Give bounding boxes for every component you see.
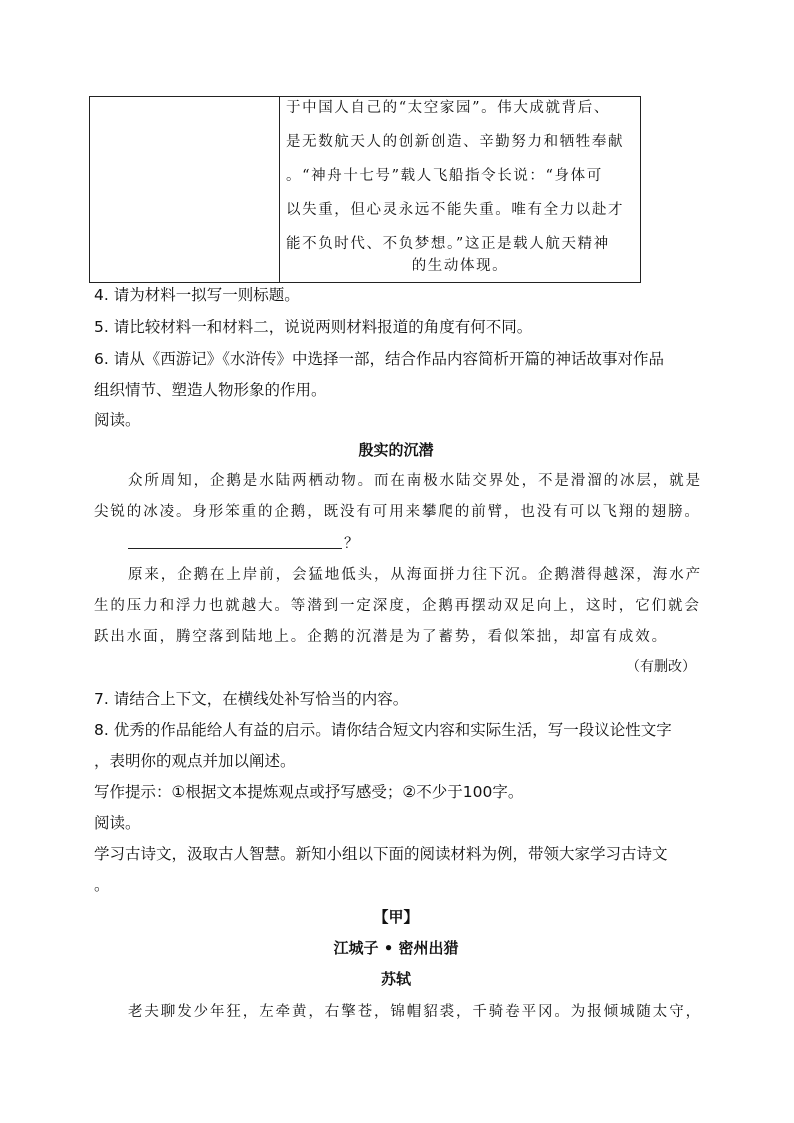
passage-paragraph-1-line-1: 众所周知，企鹅是水陆两栖动物。而在南极水陆交界处，不是滑溜的冰层，就是 bbox=[128, 473, 702, 489]
section-label-jia: 【甲】 bbox=[373, 908, 419, 926]
question-7: 7. 请结合上下文，在横线处补写恰当的内容。 bbox=[94, 690, 409, 708]
table-text-line: 。“神舟十七号”载人飞船指令长说：“身体可 bbox=[286, 168, 603, 184]
intro-line-2: 。 bbox=[94, 876, 110, 894]
passage-paragraph-2-line-1: 原来，企鹅在上岸前，会猛地低头，从海面拼力往下沉。企鹅潜得越深，海水产 bbox=[128, 567, 702, 583]
question-4: 4. 请为材料一拟写一则标题。 bbox=[94, 286, 300, 304]
passage-paragraph-2-line-2: 生的压力和浮力也就越大。等潜到一定深度，企鹅再摆动双足向上，这时，它们就会 bbox=[94, 598, 701, 614]
table-text-line: 以失重，但心灵永远不能失重。唯有全力以赴才 bbox=[286, 202, 625, 218]
passage-title: 殷实的沉潜 bbox=[358, 441, 434, 459]
question-6-line-2: 组织情节、塑造人物形象的作用。 bbox=[94, 381, 327, 399]
question-8-line-2: ，表明你的观点并加以阐述。 bbox=[94, 752, 296, 770]
poem-author: 苏轼 bbox=[380, 970, 411, 988]
blank-question-mark: ？ bbox=[344, 536, 361, 552]
question-6-line-1: 6. 请从《西游记》《水浒传》中选择一部，结合作品内容简析开篇的神话故事对作品 bbox=[94, 350, 664, 368]
answer-blank[interactable] bbox=[128, 528, 342, 549]
poem-line-1: 老夫聊发少年狂，左牵黄，右擎苍，锦帽貂裘，千骑卷平冈。为报倾城随太守， bbox=[128, 1004, 702, 1020]
material-table bbox=[89, 96, 641, 283]
source-note: （有删改） bbox=[626, 659, 696, 675]
question-5: 5. 请比较材料一和材料二，说说两则材料报道的角度有何不同。 bbox=[94, 318, 533, 336]
table-column-divider bbox=[279, 97, 280, 282]
passage-paragraph-1-line-2: 尖锐的冰凌。身形笨重的企鹅，既没有可用来攀爬的前臂，也没有可以飞翔的翅膀。 bbox=[94, 504, 701, 520]
passage-paragraph-2-line-3: 跃出水面，腾空落到陆地上。企鹅的沉潜是为了蓄势，看似笨拙，却富有成效。 bbox=[94, 629, 668, 645]
table-text-line: 于中国人自己的“太空家园”。伟大成就背后、 bbox=[286, 100, 610, 116]
poem-title: 江城子 • 密州出猎 bbox=[333, 939, 459, 957]
intro-line-1: 学习古诗文，汲取古人智慧。新知小组以下面的阅读材料为例，带领大家学习古诗文 bbox=[94, 845, 668, 863]
table-text-line: 能不负时代、不负梦想。”这正是载人航天精神 bbox=[286, 236, 610, 252]
reading-label-2: 阅读。 bbox=[94, 814, 141, 832]
fill-in-blank-line bbox=[128, 528, 748, 560]
writing-tip: 写作提示：①根据文本提炼观点或抒写感受；②不少于100字。 bbox=[94, 783, 524, 801]
table-text-line: 的生动体现。 bbox=[411, 258, 509, 274]
table-text-line: 是无数航天人的创新创造、辛勤努力和牺牲奉献 bbox=[286, 134, 625, 150]
question-8-line-1: 8. 优秀的作品能给人有益的启示。请你结合短文内容和实际生活，写一段议论性文字 bbox=[94, 721, 672, 739]
reading-label: 阅读。 bbox=[94, 411, 141, 429]
